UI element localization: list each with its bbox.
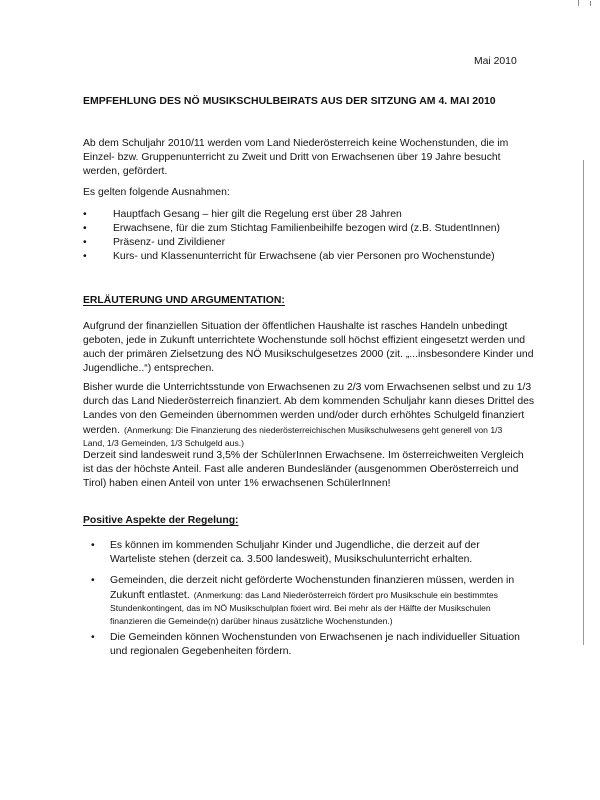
explanation-paragraph-3 (83, 449, 524, 491)
scan-mark (578, 0, 579, 6)
explanation-heading: ERLÄUTERUNG UND ARGUMENTATION: (83, 295, 285, 306)
text-line: durch das Land Niederösterreich finanziert. Ab dem kommenden Schuljahr kann dieses Drittel des (83, 396, 535, 407)
scan-mark (590, 1, 591, 6)
text-line: auch der primären Zielsetzung des NÖ Musikschulgesetzes 2000 (zit. „...insbesondere Kinder und (83, 349, 534, 360)
list-item (83, 236, 225, 250)
text-line: Warteliste stehen (derzeit ca. 3.500 landesweit), Musikschulunterricht erhalten. (110, 554, 473, 565)
list-item-text (91, 539, 480, 567)
list-item-text: Hauptfach Gesang – hier gilt die Regelung erst über 28 Jahren (113, 209, 402, 220)
text-line (110, 588, 514, 602)
annotation-note: Stundenkontingent, das im NÖ Musikschulplan fixiert wird. Bei mehr als der Hälfte der Musikschulen (110, 603, 491, 613)
bullet-icon: • (91, 540, 95, 551)
text-line: Gemeinden, die derzeit nicht geförderte Wochenstunden finanzieren müssen, werden in (110, 575, 515, 586)
text-line: Derzeit sind landesweit rund 3,5% der SchülerInnen Erwachsene. Im österreichweiten Vergleich (83, 450, 524, 461)
text-line: werden, gefördert. (83, 166, 168, 177)
list-item (91, 574, 514, 627)
bullet-icon: • (83, 223, 87, 234)
bullet-icon: • (83, 209, 87, 220)
scan-edge-line (583, 160, 584, 645)
document-date: Mai 2010 (474, 56, 517, 67)
annotation-note: (Anmerkung: Die Finanzierung des niederösterreichischen Musikschulwesens geht generell von 1/3 (123, 425, 503, 435)
positive-heading: Positive Aspekte der Regelung: (83, 515, 239, 526)
list-item (91, 631, 520, 659)
annotation-note: finanzieren die Gemeinde(n) darüber hinaus zusätzliche Wochenstunden.) (110, 615, 393, 626)
explanation-paragraph-2 (83, 381, 534, 450)
list-item (83, 222, 500, 236)
list-item-text: Präsenz- und Zivildiener (113, 237, 226, 248)
text-line: Die Gemeinden können Wochenstunden von Erwachsenen je nach individueller Situation (110, 632, 520, 643)
text-line: Es können im kommenden Schuljahr Kinder und Jugendliche, die derzeit auf der (110, 540, 480, 551)
annotation-note: Land, 1/3 Gemeinden, 1/3 Schulgeld aus.) (83, 438, 245, 448)
text-line: geboten, jede in Zukunft unterrichtete Wochenstunde soll höchst effizient eingesetzt werden und (83, 335, 526, 346)
text-fragment: Zukunft entlastet. (110, 590, 190, 601)
annotation-note: (Anmerkung: das Land Niederösterreich fördert pro Musikschule ein bestimmtes (193, 590, 498, 600)
list-item (91, 539, 480, 567)
list-item-text: Kurs- und Klassenunterricht für Erwachsene (ab vier Personen pro Wochenstunde) (113, 251, 495, 262)
document-title: EMPFEHLUNG DES NÖ MUSIKSCHULBEIRATS AUS DER SITZUNG AM 4. MAI 2010 (83, 95, 496, 107)
text-line (83, 423, 534, 437)
list-item-text (91, 574, 514, 627)
text-fragment: werden. (83, 425, 120, 436)
text-line: Bisher wurde die Unterrichtsstunde von Erwachsenen zu 2/3 vom Erwachsenen selbst und zu 1/3 (83, 382, 532, 393)
list-item-text (91, 631, 520, 659)
explanation-paragraph-1 (83, 320, 534, 376)
exceptions-heading: Es gelten folgende Ausnahmen: (83, 187, 230, 198)
bullet-icon: • (83, 237, 87, 248)
text-line: Landes von den Gemeinden übernommen werden und/oder durch erhöhtes Schulgeld finanziert (83, 410, 525, 421)
text-line: Einzel- bzw. Gruppenunterricht zu Zweit und Dritt von Erwachsenen über 19 Jahre besucht (83, 152, 501, 163)
text-line: und regionalen Gegebenheiten fördern. (110, 646, 292, 657)
text-line: Tirol) haben einen Anteil von unter 1% erwachsenen SchülerInnen! (83, 478, 391, 489)
intro-paragraph (83, 137, 508, 179)
bullet-icon: • (91, 632, 95, 643)
list-item-text: Erwachsene, für die zum Stichtag Familienbeihilfe bezogen wird (z.B. StudentInnen) (113, 223, 500, 234)
text-line: ist das der höchste Anteil. Fast alle anderen Bundesländer (ausgenommen Oberösterreich und (83, 464, 519, 475)
text-line: Ab dem Schuljahr 2010/11 werden vom Land Niederösterreich keine Wochenstunden, die im (83, 138, 509, 149)
text-line: Aufgrund der finanziellen Situation der öffentlichen Haushalte ist rasches Handeln unbedingt (83, 321, 508, 332)
text-line: Jugendliche..“) entsprechen. (83, 363, 215, 374)
bullet-icon: • (83, 251, 87, 262)
list-item (83, 250, 495, 264)
list-item (83, 208, 402, 222)
bullet-icon: • (91, 575, 95, 586)
